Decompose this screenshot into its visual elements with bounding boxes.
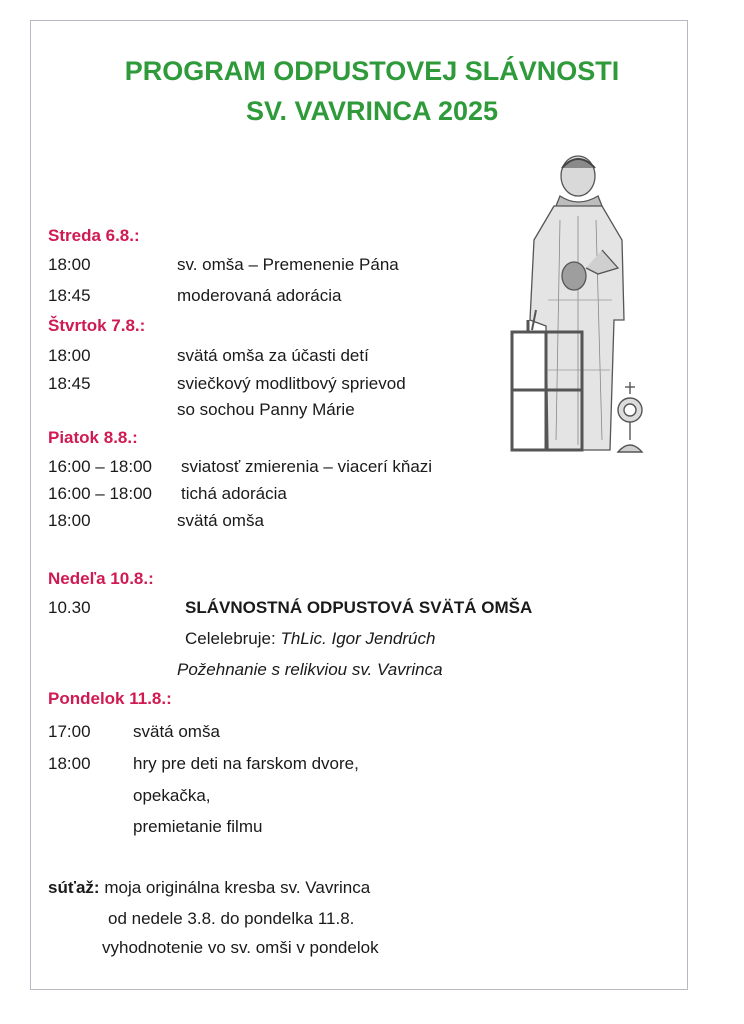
event-time: 10.30	[48, 598, 91, 617]
event-text: svätá omša	[133, 722, 220, 741]
contest-line-3: vyhodnotenie vo sv. omši v pondelok	[102, 938, 379, 957]
title-line-2: SV. VAVRINCA 2025	[245, 96, 499, 126]
event-time: 17:00	[48, 722, 91, 741]
day-pondelok: Pondelok 11.8.:	[48, 689, 172, 708]
contest-text: moja originálna kresba sv. Vavrinca	[104, 878, 371, 897]
celebrant-prefix: Celelebruje:	[185, 629, 276, 648]
event-text: moderovaná adorácia	[177, 286, 342, 305]
title-line-1: PROGRAM ODPUSTOVEJ SLÁVNOSTI	[124, 56, 620, 86]
event-time: 16:00 – 18:00	[48, 484, 152, 503]
event-text-continued: so sochou Panny Márie	[177, 400, 355, 419]
event-time: 18:45	[48, 286, 91, 305]
blessing-line: Požehnanie s relikviou sv. Vavrinca	[177, 660, 443, 679]
contest-line-1	[48, 878, 370, 898]
contest-label: súťaž:	[48, 878, 100, 897]
saint-lawrence-illustration	[506, 150, 682, 470]
event-time: 16:00 – 18:00	[48, 457, 152, 476]
celebrant-line	[185, 629, 435, 649]
day-piatok: Piatok 8.8.:	[48, 428, 138, 447]
event-text: svätá omša za účasti detí	[177, 346, 369, 365]
event-time: 18:00	[48, 346, 91, 365]
event-time: 18:00	[48, 255, 91, 274]
event-time: 18:00	[48, 754, 91, 773]
day-nedela: Nedeľa 10.8.:	[48, 569, 154, 588]
event-text: tichá adorácia	[181, 484, 287, 503]
event-text: opekačka,	[133, 786, 211, 805]
event-text: sviatosť zmierenia – viacerí kňazi	[181, 457, 433, 476]
event-text: sv. omša – Premenenie Pána	[177, 255, 399, 274]
day-streda: Streda 6.8.:	[48, 226, 140, 245]
day-stvrtok: Štvrtok 7.8.:	[48, 316, 146, 335]
event-time: 18:00	[48, 511, 91, 530]
event-text: premietanie filmu	[133, 817, 263, 836]
celebrant-name: ThLic. Igor Jendrúch	[280, 629, 436, 648]
event-text: hry pre deti na farskom dvore,	[133, 754, 359, 773]
event-text: sviečkový modlitbový sprievod	[177, 374, 406, 393]
event-time: 18:45	[48, 374, 91, 393]
event-text: svätá omša	[177, 511, 264, 530]
contest-line-2: od nedele 3.8. do pondelka 11.8.	[108, 909, 355, 928]
event-headline: SLÁVNOSTNÁ ODPUSTOVÁ SVÄTÁ OMŠA	[185, 598, 533, 617]
